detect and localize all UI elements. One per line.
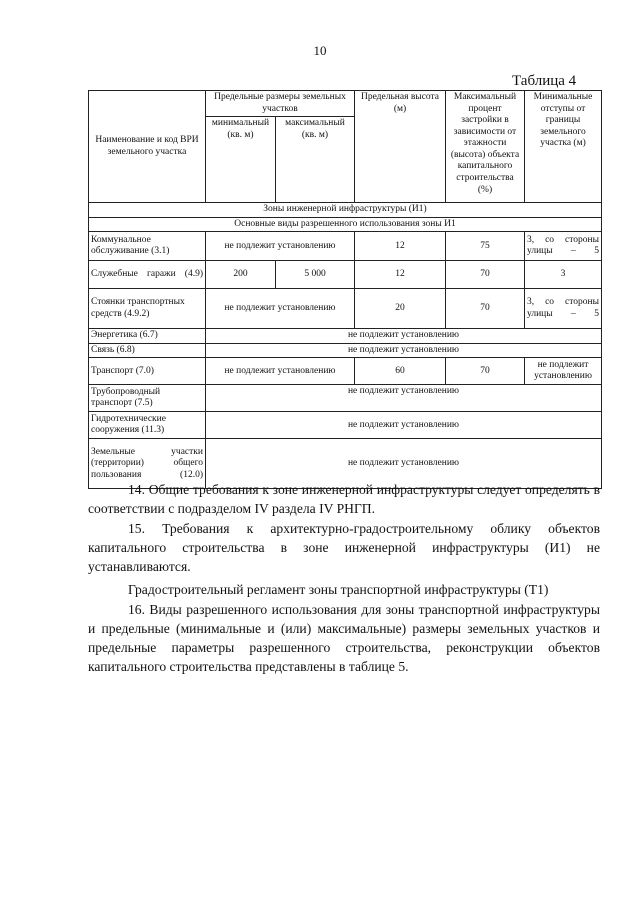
row-percent: 70 (446, 289, 525, 329)
row-not-set: не подлежит установлению (206, 289, 355, 329)
header-name: Наименование и код ВРИ земельного участка (89, 91, 206, 203)
section-heading: Градостроительный регламент зоны транспортной инфраструктуры (Т1) (128, 582, 549, 597)
row-height: 12 (355, 261, 446, 289)
row-setback: 3 (525, 261, 602, 289)
row-not-set: не подлежит установлению (206, 358, 355, 385)
header-height: Предельная высота (м) (355, 91, 446, 203)
paragraph-15: 15. Требования к архитектурно-градостроительному облику объектов капитального строительства в зоне инженерной инфраструктуры (И1) не устанавливаются. (88, 521, 600, 574)
row-name: Коммунальное обслуживание (3.1) (89, 232, 206, 261)
row-not-set: не подлежит установлению (206, 412, 602, 439)
row-height: 20 (355, 289, 446, 329)
row-height: 60 (355, 358, 446, 385)
zone-subtitle: Основные виды разрешенного использования зоны И1 (89, 217, 602, 232)
row-name: Стоянки транспортных средств (4.9.2) (89, 289, 206, 329)
table-title: Таблица 4 (512, 73, 577, 89)
row-setback: 3, со стороны улицы – 5 (525, 289, 602, 329)
row-min: 200 (206, 261, 276, 289)
row-name: Трубопроводный транспорт (7.5) (89, 385, 206, 412)
header-min: минимальный (кв. м) (206, 117, 276, 203)
zone-title: Зоны инженерной инфраструктуры (И1) (89, 203, 602, 218)
row-percent: 75 (446, 232, 525, 261)
paragraph-14: 14. Общие требования к зоне инженерной инфраструктуры следует определять в соответствии с подразделом IV раздела IV РНГП. (88, 482, 600, 516)
row-name: Земельные участки (территории) общего пользования (12.0) (89, 439, 206, 489)
header-percent: Максимальный процент застройки в зависимости от этажности (высота) объекта капитального строительства (%) (446, 91, 525, 203)
row-not-set: не подлежит установлению (206, 385, 602, 412)
row-name: Энергетика (6.7) (89, 329, 206, 344)
regulation-table (88, 90, 602, 489)
paragraph-16: 16. Виды разрешенного использования для зоны транспортной инфраструктуры и предельные (минимальные и (или) максимальные) размеры земельных участков и предельные параметры разрешенного строительства, реконструкции объектов капитального строительства представлены в таблице 5. (88, 602, 600, 674)
row-name: Связь (6.8) (89, 343, 206, 358)
header-max: максимальный (кв. м) (276, 117, 355, 203)
row-not-set: не подлежит установлению (206, 439, 602, 489)
row-not-set: не подлежит установлению (206, 329, 602, 344)
row-height: 12 (355, 232, 446, 261)
row-not-set: не подлежит установлению (206, 232, 355, 261)
row-not-set: не подлежит установлению (206, 343, 602, 358)
header-setback: Минимальные отступы от границы земельного участка (м) (525, 91, 602, 203)
row-setback: не подлежит установлению (525, 358, 602, 385)
row-setback: 3, со стороны улицы – 5 (525, 232, 602, 261)
page-number: 10 (313, 43, 327, 58)
row-name: Гидротехнические сооружения (11.3) (89, 412, 206, 439)
row-name: Служебные гаражи (4.9) (89, 261, 206, 289)
row-max: 5 000 (276, 261, 355, 289)
header-size-group: Предельные размеры земельных участков (206, 91, 355, 117)
row-name: Транспорт (7.0) (89, 358, 206, 385)
row-percent: 70 (446, 261, 525, 289)
row-percent: 70 (446, 358, 525, 385)
